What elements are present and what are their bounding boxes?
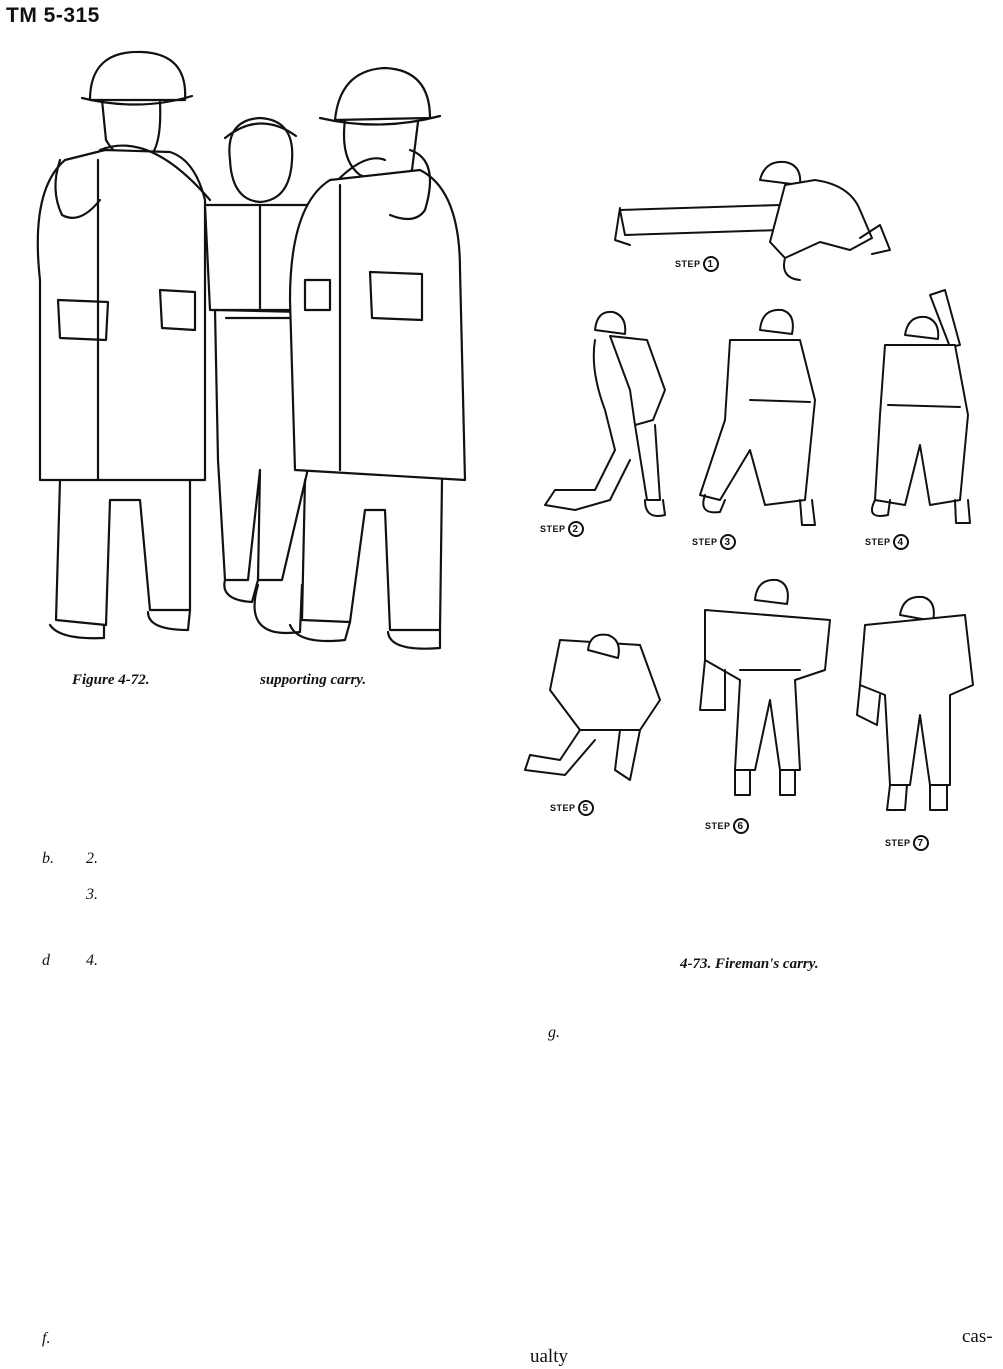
figure-4-72-caption-left: Figure 4-72. <box>72 672 150 688</box>
word-fragment-ualty: ualty <box>530 1346 568 1367</box>
paragraph-d-letter: d <box>42 952 50 969</box>
paragraph-b-letter: b. <box>42 850 54 867</box>
fireman-carry-step-1-illustration <box>610 150 900 285</box>
supporting-carry-illustration <box>20 40 490 650</box>
step-2-number: 2 <box>568 521 584 537</box>
figure-4-73-caption: 4-73. Fireman's carry. <box>680 956 819 972</box>
step-5-label: STEP 5 <box>550 800 594 816</box>
step-4-number: 4 <box>893 534 909 550</box>
step-1-label: STEP 1 <box>675 256 719 272</box>
figure-4-72-caption-right: supporting carry. <box>260 672 367 688</box>
paragraph-f-letter: f. <box>42 1330 51 1347</box>
step-7-number: 7 <box>913 835 929 851</box>
fireman-carry-step-3-illustration <box>690 300 830 540</box>
step-1-number: 1 <box>703 256 719 272</box>
paragraph-c-number: 3. <box>86 886 98 903</box>
paragraph-d-number: 4. <box>86 952 98 969</box>
paragraph-b-number: 2. <box>86 850 98 867</box>
step-5-number: 5 <box>578 800 594 816</box>
step-7-label: STEP 7 <box>885 835 929 851</box>
word-fragment-cas: cas- <box>962 1326 993 1347</box>
fireman-carry-step-7-illustration <box>855 585 980 825</box>
step-2-label: STEP 2 <box>540 521 584 537</box>
fireman-carry-step-2-illustration <box>535 310 675 525</box>
step-3-number: 3 <box>720 534 736 550</box>
step-4-label: STEP 4 <box>865 534 909 550</box>
step-3-label: STEP 3 <box>692 534 736 550</box>
fireman-carry-step-4-illustration <box>860 285 980 535</box>
fireman-carry-step-6-illustration <box>695 570 835 815</box>
page-header-code: TM 5-315 <box>6 4 100 27</box>
step-6-number: 6 <box>733 818 749 834</box>
paragraph-g-letter: g. <box>548 1024 560 1041</box>
step-6-label: STEP 6 <box>705 818 749 834</box>
fireman-carry-step-5-illustration <box>520 630 670 790</box>
